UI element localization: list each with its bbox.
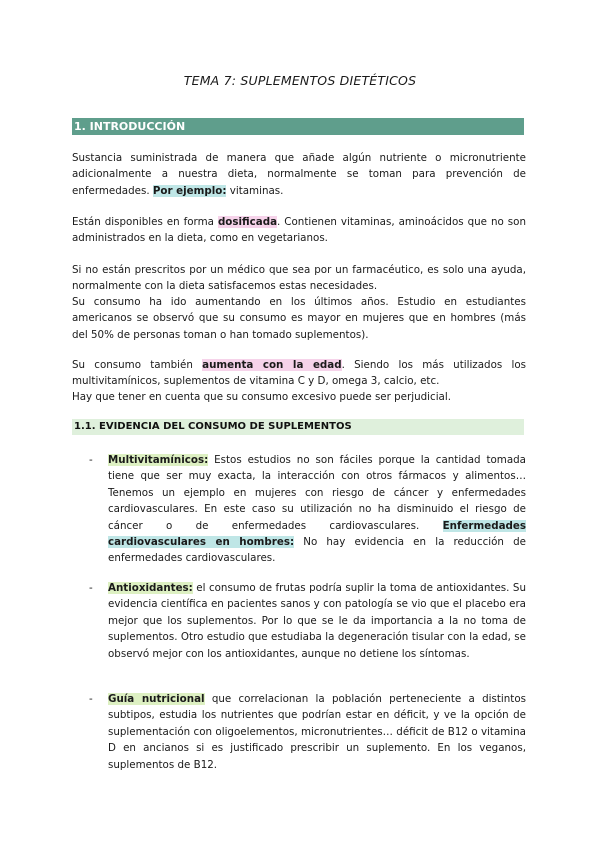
bullet-dash: - — [89, 582, 93, 594]
paragraph-text: vitaminas. — [226, 184, 284, 197]
paragraph-consumo-edad — [72, 357, 526, 390]
highlight-aumenta-edad: aumenta con la edad — [202, 359, 342, 371]
bullet-dash: - — [89, 693, 93, 705]
term-antioxidantes: Antioxidantes: — [108, 582, 193, 594]
paragraph-text: . Siendo los más utilizados los multivitamínicos, suplementos de vitamina C y D, omega 3, calcio, etc. — [72, 359, 526, 388]
section-heading-introduccion: 1. INTRODUCCIÓN — [72, 118, 524, 135]
paragraph-perjudicial: Hay que tener en cuenta que su consumo excesivo puede ser perjudicial. — [72, 391, 452, 403]
paragraph-text: Su consumo también — [72, 359, 203, 371]
list-item-text: que correlacionan la población perteneciente a distintos subtipos, estudia los nutrientes que podrían estar en déficit, y ve la opción de suplementación con oligoelementos, micronutrientes… déficit de B12 o vitamina D en ancianos si es justificado prescribir un suplemento. En los veganos, suplementos de B12. — [108, 693, 526, 771]
list-item-text: No hay evidencia en la reducción de enfermedades cardiovasculares. — [108, 536, 526, 565]
paragraph-text: Sustancia suministrada de manera que añade algún nutriente o micronutriente adicionalmente a nuestra dieta, normalmente se toman para prevención de enfermedades. — [72, 152, 526, 197]
term-multivitaminicos: Multivitamínicos: — [108, 454, 209, 466]
paragraph-text: Están disponibles en forma — [72, 216, 218, 228]
bullet-dash: - — [89, 454, 93, 466]
paragraph-consumo-aumentando: Su consumo ha ido aumentando en los últimos años. Estudio en estudiantes americanos se observó que su consumo es mayor en mujeres que en hombres (más del 50% de personas toman o han tomado suplementos). — [72, 296, 526, 341]
list-item-text: el consumo de frutas podría suplir la toma de antioxidantes. Su evidencia científica en pacientes sanos y con patología se vio que el placebo era mejor que los suplementos. Por lo que se le da importancia a la no toma de suplementos. Otro estudio que estudiaba la degeneración tisular con la edad, se observó mejor con los antioxidantes, aunque no detiene los síntomas. — [108, 582, 526, 660]
paragraph-prescritos: Si no están prescritos por un médico que sea por un farmacéutico, es solo una ayuda, normalmente con la dieta satisfacemos estas necesidades. — [72, 264, 526, 293]
term-enfermedades-hombres: Enfermedades cardiovasculares en hombres: — [108, 519, 526, 549]
paragraph-definicion — [72, 150, 526, 199]
paragraph-disponibles — [72, 214, 526, 247]
list-item-text: Estos estudios no son fáciles porque la cantidad tomada tiene que ser muy exacta, la interacción con otros fármacos y alimentos… Tenemos un ejemplo en mujeres con riesgo de cáncer y enfermedades cardiovasculares. En este caso su utilización no ha disminuido el riesgo de cáncer o de enfermedades cardiovasculares. — [108, 454, 526, 532]
term-guia-nutricional: Guía nutricional — [108, 693, 205, 705]
highlight-dosificada: dosificada — [217, 216, 278, 228]
page-title: TEMA 7: SUPLEMENTOS DIETÉTICOS — [183, 73, 417, 88]
paragraph-text: . Contienen vitaminas, aminoácidos que no son administrados en la dieta, como en vegetarianos. — [72, 216, 526, 245]
highlight-por-ejemplo: Por ejemplo: — [152, 184, 227, 197]
subsection-heading-evidencia: 1.1. EVIDENCIA DEL CONSUMO DE SUPLEMENTOS — [72, 419, 524, 435]
